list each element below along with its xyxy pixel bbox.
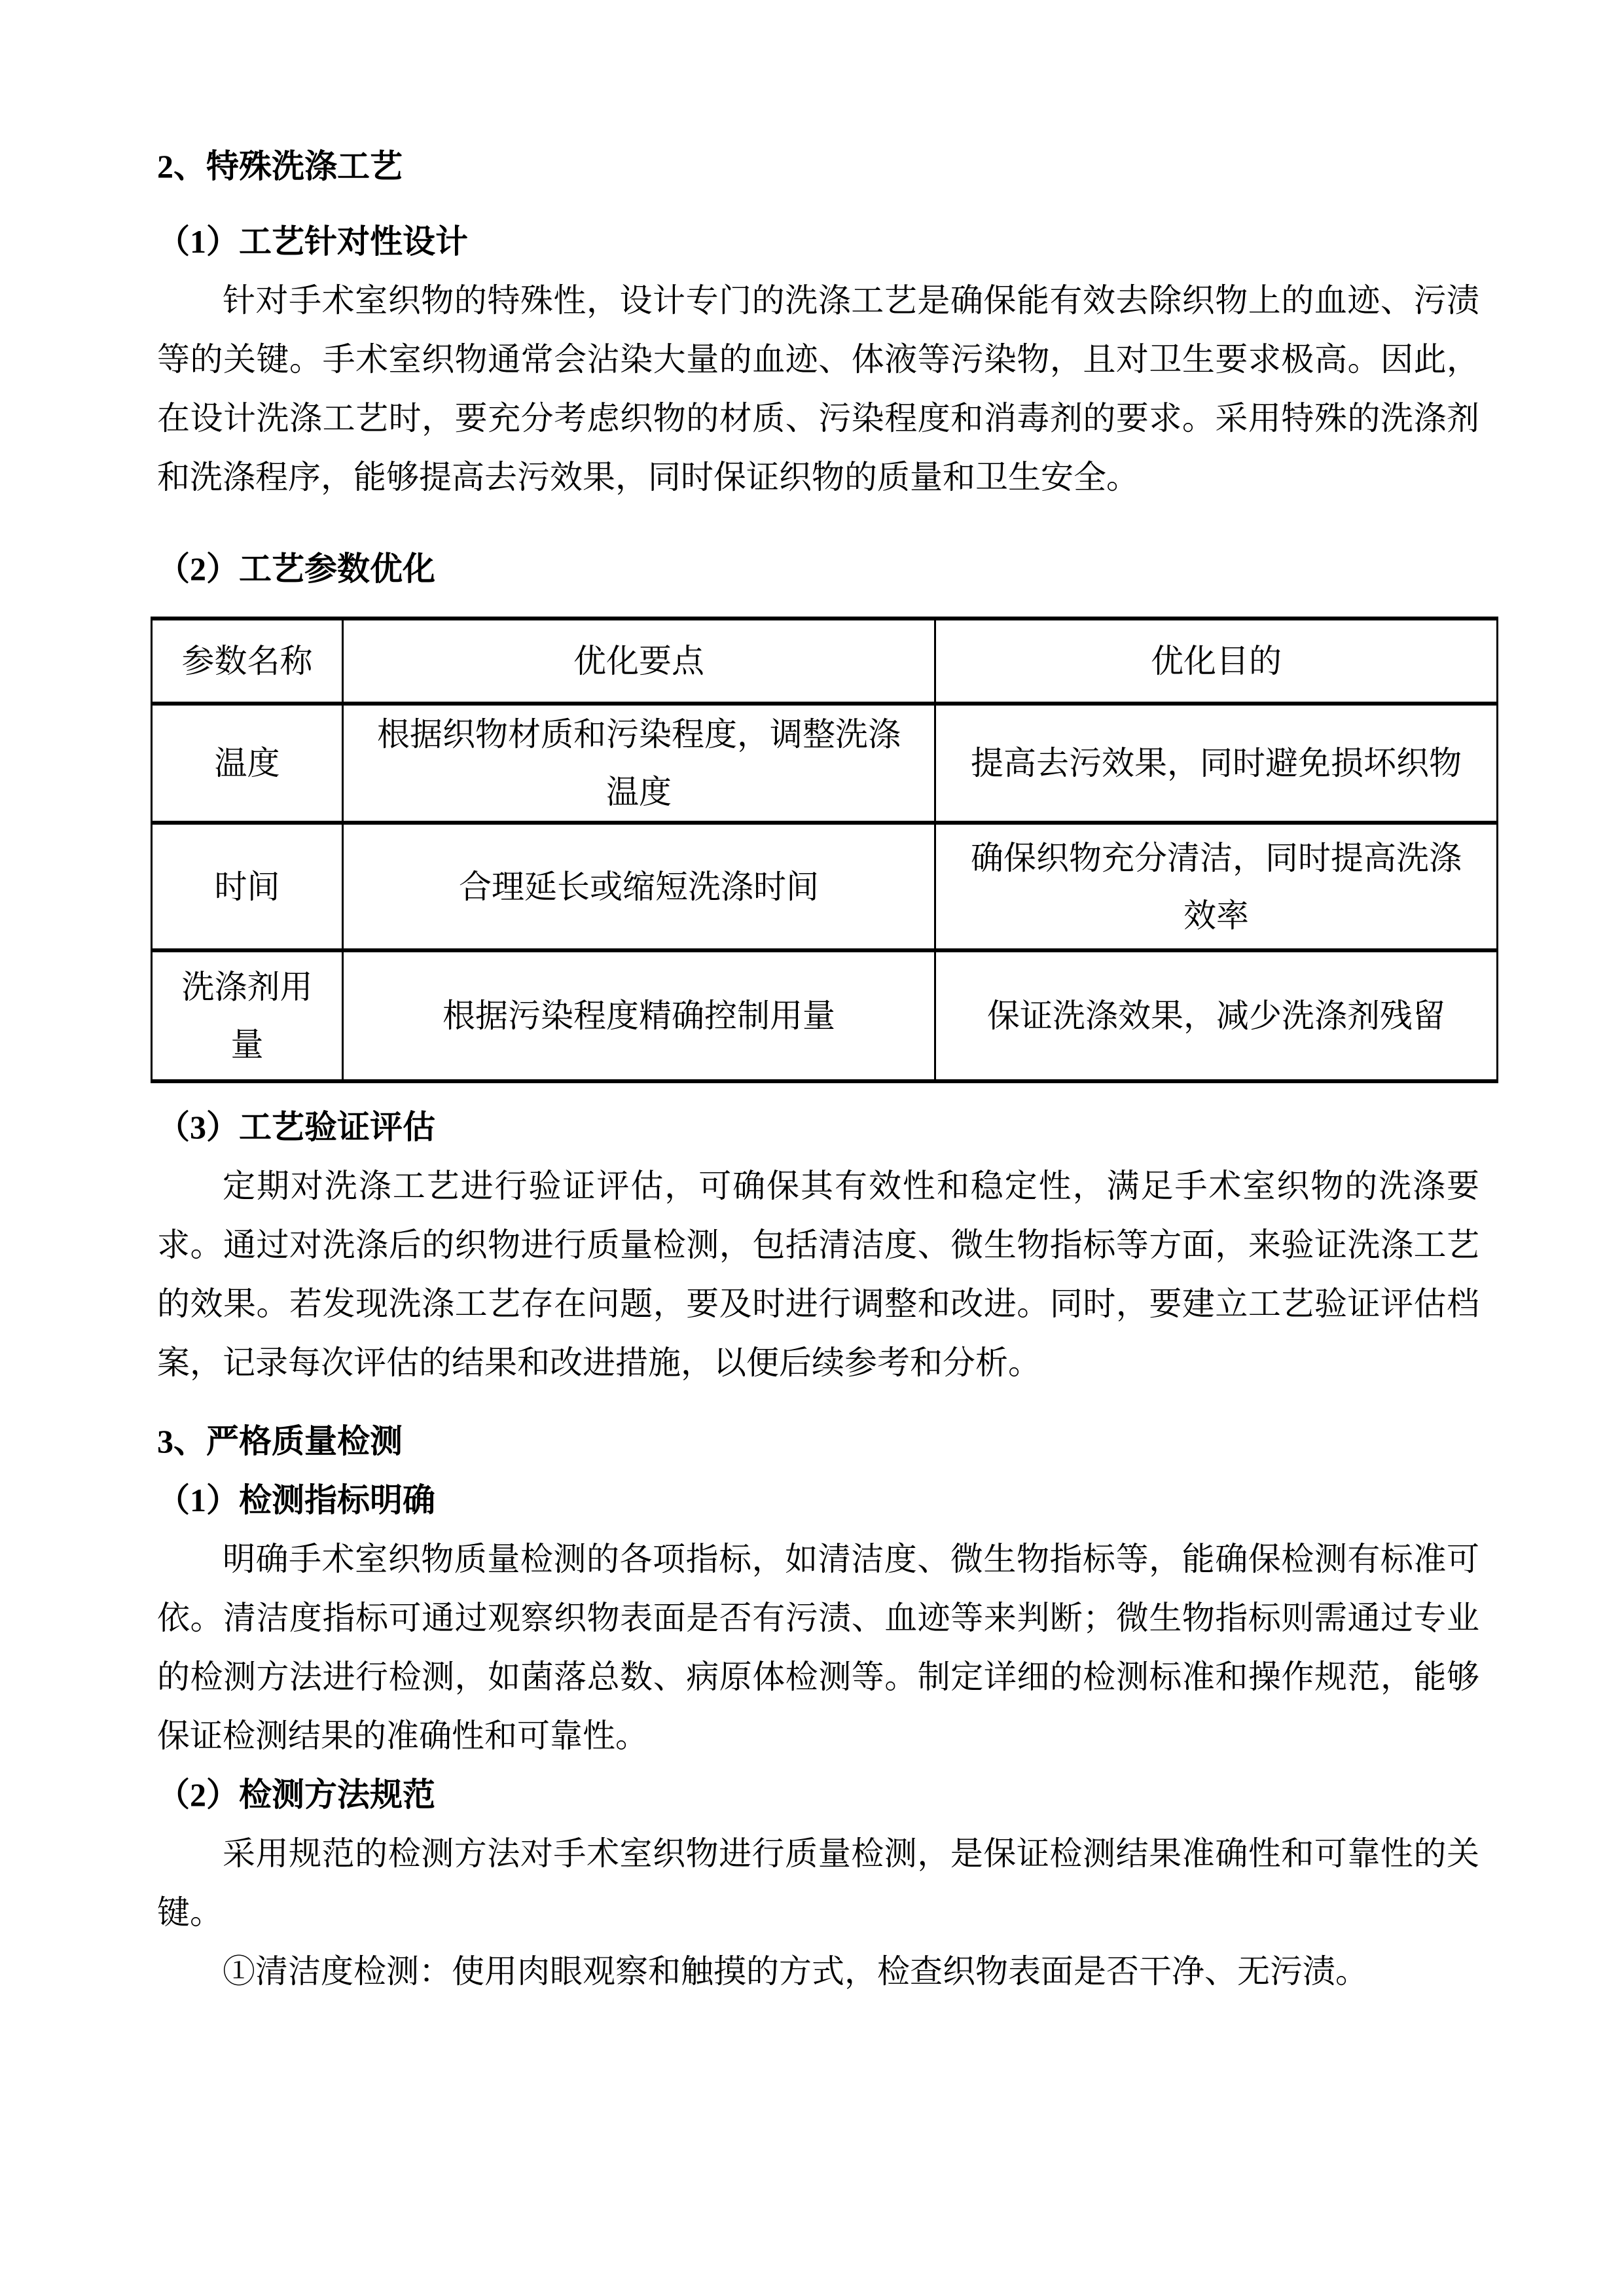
table-cell-purpose: 保证洗涤效果，减少洗涤剂残留 (935, 950, 1498, 1081)
table-row-temperature (152, 704, 1498, 823)
paragraph-targeted-design: 针对手术室织物的特殊性，设计专门的洗涤工艺是确保能有效去除织物上的血迹、污渍等的关键。手术室织物通常会沾染大量的血迹、体液等污染物，且对卫生要求极高。因此，在设计洗涤工艺时，要充分考虑织物的材质、污染程度和消毒剂的要求。采用特殊的洗涤剂和洗涤程序，能够提高去污效果，同时保证织物的质量和卫生安全。 (157, 282, 1479, 495)
section-heading-quality-inspection: 3、严格质量检测 (157, 1423, 403, 1460)
table-row-time (152, 823, 1498, 950)
table-cell-purpose: 确保织物充分清洁，同时提高洗涤效率 (935, 823, 1498, 950)
table-cell-points: 根据织物材质和污染程度，调整洗涤温度 (343, 704, 935, 823)
table-cell-parameter: 时间 (152, 823, 343, 950)
table-header-row (152, 619, 1498, 704)
paragraph-inspection-methods: 采用规范的检测方法对手术室织物进行质量检测，是保证检测结果准确性和可靠性的关键。 (157, 1835, 1479, 1931)
paragraph-inspection-indicators: 明确手术室织物质量检测的各项指标，如清洁度、微生物指标等，能确保检测有标准可依。清洁度指标可通过观察织物表面是否有污渍、血迹等来判断；微生物指标则需通过专业的检测方法进行检测，如菌落总数、病原体检测等。制定详细的检测标准和操作规范，能够保证检测结果的准确性和可靠性。 (157, 1541, 1479, 1754)
subsection-heading-process-validation: （3）工艺验证评估 (157, 1109, 435, 1145)
section-heading-special-washing: 2、特殊洗涤工艺 (157, 148, 403, 185)
table-header-optimization-points: 优化要点 (343, 619, 935, 704)
table-row-detergent-dosage (152, 950, 1498, 1081)
subsection-heading-inspection-indicators: （1）检测指标明确 (157, 1482, 435, 1518)
table-cell-points: 根据污染程度精确控制用量 (343, 950, 935, 1081)
table-header-optimization-purpose: 优化目的 (935, 619, 1498, 704)
subsection-heading-targeted-design: （1）工艺针对性设计 (157, 223, 468, 260)
table-header-parameter-name: 参数名称 (152, 619, 343, 704)
process-parameters-table (151, 617, 1498, 1083)
table-cell-parameter: 洗涤剂用量 (152, 950, 343, 1081)
subsection-heading-parameter-optimization: （2）工艺参数优化 (157, 550, 435, 587)
table-cell-purpose: 提高去污效果，同时避免损坏织物 (935, 704, 1498, 823)
subsection-heading-inspection-methods: （2）检测方法规范 (157, 1776, 435, 1813)
table-cell-points: 合理延长或缩短洗涤时间 (343, 823, 935, 950)
paragraph-process-validation: 定期对洗涤工艺进行验证评估，可确保其有效性和稳定性，满足手术室织物的洗涤要求。通过对洗涤后的织物进行质量检测，包括清洁度、微生物指标等方面，来验证洗涤工艺的效果。若发现洗涤工艺存在问题，要及时进行调整和改进。同时，要建立工艺验证评估档案，记录每次评估的结果和改进措施，以便后续参考和分析。 (157, 1168, 1479, 1381)
table-cell-parameter: 温度 (152, 704, 343, 823)
paragraph-cleanliness-inspection: ①清洁度检测：使用肉眼观察和触摸的方式，检查织物表面是否干净、无污渍。 (223, 1953, 1368, 1990)
